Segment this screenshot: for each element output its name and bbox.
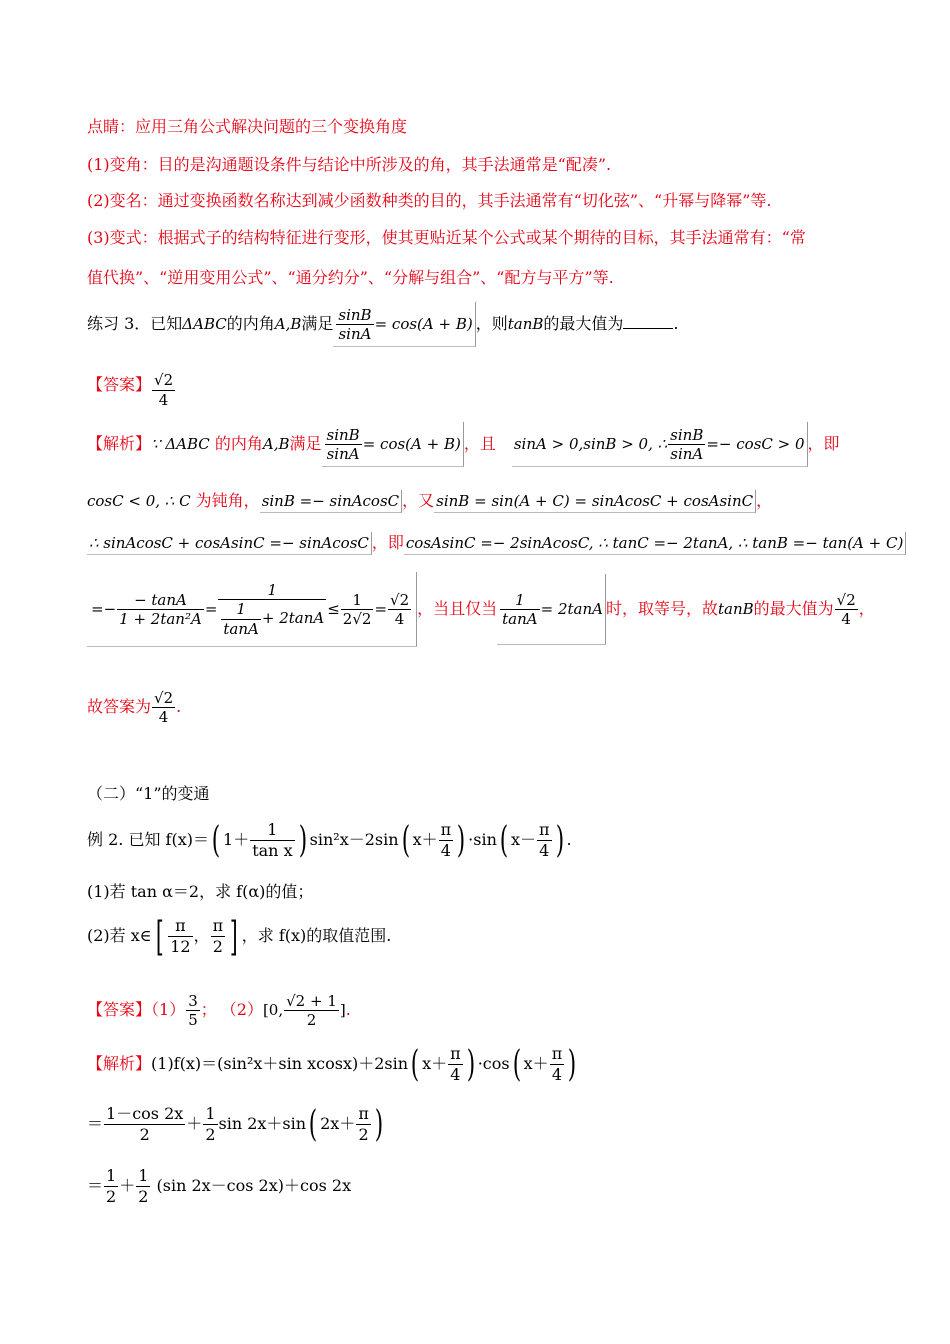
sol2-dot: ·	[477, 1054, 483, 1073]
sol3-ab: A,B	[262, 435, 290, 453]
ex2-sin2: sin	[473, 830, 497, 849]
solution-2-line1: 【解析】(1)f(x)＝(sin²x＋sin xcosx)＋2sin( x＋ $\frac{\pi}{4}$ ) ·cos( x＋ $\frac{\pi}{4}$ )	[87, 1043, 577, 1085]
sol3-l4-n4: √2	[390, 590, 410, 609]
ex3-then: ，则	[475, 314, 508, 333]
ex2-dot: ·	[468, 830, 474, 849]
answer-2-v1-num: 3	[188, 991, 198, 1010]
solution-3-line1	[87, 422, 840, 467]
ex2-mid: sin²x－2sin	[309, 830, 399, 849]
sol3-f1-rhs: = cos(A + B)	[362, 435, 461, 453]
sol3-l4-eq2: =	[204, 600, 218, 618]
sol3-l4-t4: ，	[858, 599, 875, 618]
solution-3-line3	[87, 532, 906, 555]
sol3-because: ∵ ΔABC	[151, 435, 210, 453]
tip-item-1: (1)变角：目的是沟通题设条件与结论中所涉及的角，其手法通常是“配凑”.	[87, 155, 612, 174]
sol2-l2-c: 2x＋	[320, 1114, 356, 1133]
answer-2	[87, 980, 351, 1040]
sol3-l4-d4: 4	[394, 610, 405, 628]
sol2-l2-pi-num: π	[358, 1104, 369, 1124]
sol3-l4-c-den: tanA	[502, 610, 538, 628]
solution-2-line2: ＝ $\frac{1-\cos 2x}{2}$ ＋ $\frac{1}{2}$ sin 2x＋sin( 2x＋ $\frac{\pi}{2}$ )	[87, 1103, 384, 1145]
sol3-l2-a: cosC < 0, ∴ C	[87, 492, 191, 510]
answer-2-p1: （1）	[151, 1000, 186, 1019]
ex2-pi-num-1: π	[440, 820, 452, 840]
sol3-l4-n2: 1	[218, 582, 326, 601]
ex2-q2-a: (2)若 x∈	[87, 926, 152, 945]
sol3-l4-eq: =−	[91, 600, 117, 618]
ex2-q2-b: ，求 f(x)的取值范围.	[241, 926, 392, 945]
ex2-p1a: x＋	[412, 830, 438, 849]
sol3-l4-formula	[87, 572, 417, 647]
section-title: （二）“1”的变通	[87, 784, 210, 803]
sol2-l2-plus: ＋	[186, 1114, 203, 1133]
sol3-l4-n1: − tanA	[117, 592, 204, 611]
sol3-l4-tanb: tanB	[717, 600, 754, 618]
answer-3-den: 4	[152, 390, 175, 409]
sol3-l4-d2a-den: tanA	[223, 619, 259, 638]
sol3-f2-rhs: =− cosC > 0	[706, 435, 805, 453]
sol2-l2-eq: ＝	[87, 1114, 104, 1133]
sol2-l2-num: 1－cos 2x	[106, 1104, 184, 1124]
sol3-l5-end: .	[176, 697, 182, 716]
sol2-l2-h-num: 1	[205, 1104, 216, 1124]
ex2-q2-r-den: 2	[212, 937, 223, 956]
sol3-l4-n3: 1	[341, 592, 374, 611]
answer-2-sep: ；	[200, 1000, 217, 1019]
tip-item-3-line1: (3)变式：根据式子的结构特征进行变形，使其更贴近某个公式或某个期待的目标，其手法通常有：“常	[87, 228, 806, 247]
sol2-pi-num-1: π	[450, 1044, 461, 1064]
ex2-f-num: 1	[250, 821, 294, 841]
sol3-l4-c-num: 1	[500, 592, 539, 611]
sol3-l4-v-num: √2	[836, 590, 856, 609]
sol3-l3-a: ∴ sinAcosC + cosAsinC =− sinAcosC	[87, 532, 372, 555]
sol2-pi-den-1: 4	[450, 1065, 461, 1084]
sol3-l3-c: cosAsinC =− 2sinAcosC, ∴ tanC =− 2tanA, ∴ tanB =− tan(A + C)	[404, 532, 906, 555]
answer-2-v2-num: √2 + 1	[286, 991, 337, 1010]
sol3-l4-v-den: 4	[841, 610, 851, 628]
sol2-pi-den-2: 4	[551, 1065, 563, 1084]
solution-3-line2	[87, 490, 772, 513]
sol3-l4-le: ≤	[327, 600, 340, 618]
ex3-cond-word: 满足	[301, 314, 334, 333]
sol2-pi-num-2: π	[551, 1044, 563, 1064]
sol3-ji: ，即	[807, 434, 840, 453]
ex3-condition-formula	[333, 302, 475, 347]
answer-3-num: √2	[154, 371, 174, 389]
answer-3	[87, 362, 176, 408]
ex2-end: .	[566, 830, 572, 849]
sol2-l3-b-num: 1	[138, 1166, 149, 1186]
answer-2-v2-post: ]	[339, 1001, 346, 1019]
sol3-satisfy: 满足	[289, 434, 322, 453]
sol3-l2-d: ，又	[402, 491, 435, 510]
tip-item-2: (2)变名：通过变换函数名称达到减少函数种类的目的，其手法通常有“切化弦”、“升幂与降幂”等.	[87, 191, 772, 210]
sol3-l4-t2: 时，取等号，故	[605, 599, 718, 618]
sol2-l3-rest: (sin 2x－cos 2x)＋cos 2x	[151, 1176, 352, 1195]
sol3-l5-num: √2	[154, 688, 174, 707]
sol2-l2-pi-den: 2	[358, 1125, 369, 1144]
sol3-l2-b: 为钝角，	[190, 491, 260, 510]
answer-2-label: 【答案】	[87, 1000, 152, 1019]
sol2-l3-a-num: 1	[106, 1166, 117, 1186]
sol3-l2-c: sinB =− sinAcosC	[260, 490, 402, 513]
ex2-q2-l-num: π	[168, 917, 192, 937]
tip-title: 点睛：应用三角公式解决问题的三个变换角度	[87, 117, 408, 136]
ex3-prefix: 练习 3．已知	[87, 314, 183, 333]
ex2-one-plus: 1＋	[223, 830, 250, 849]
ex3-cond-rhs: = cos(A + B)	[374, 315, 473, 333]
example-2: 例 2. 已知 f(x)＝( 1＋ $\frac{1}{\text{tan x}}$ ) sin²x－2sin( x＋ $\frac{\pi}{4}$ ) ·sin( x－ $\frac{\pi}{4}$ ) .	[87, 819, 572, 861]
sol3-l5-a: 故答案为	[87, 697, 152, 716]
sol3-l4-d3: 2√2	[342, 610, 372, 628]
answer-blank	[623, 314, 673, 329]
sol3-formula-1	[322, 422, 464, 467]
sol3-l2-e: sinB = sin(A + C) = sinAcosC + cosAsinC	[434, 490, 756, 513]
sol3-f2-lhs: sinA > 0,sinB > 0, ∴	[513, 435, 668, 453]
exercise-3	[87, 302, 679, 347]
sol2-l3-b-den: 2	[138, 1187, 149, 1206]
ex2-pi-den-1: 4	[440, 841, 451, 860]
sol3-inner: 的内角	[209, 434, 263, 453]
ex3-cond-den: sinA	[338, 325, 372, 343]
solution-label: 【解析】	[87, 434, 152, 453]
answer-2-v2-den: 2	[306, 1011, 317, 1029]
ex3-cond-num: sinB	[338, 305, 372, 324]
ex3-tanb: tanB	[507, 315, 544, 333]
ex2-f-den: tan x	[252, 841, 293, 860]
ex3-angles: A,B	[274, 315, 302, 333]
ex3-mid: 的内角	[226, 314, 275, 333]
ex2-p2a: x－	[510, 830, 536, 849]
sol2-l1-b: x＋	[422, 1054, 448, 1073]
answer-label: 【答案】	[87, 375, 152, 394]
example-2-q1: (1)若 tan α＝2，求 f(α)的值；	[87, 882, 314, 901]
example-2-q2: (2)若 x∈[ $\frac{\pi}{12}$ ， $\frac{\pi}{2}$ ] ，求 f(x)的取值范围.	[87, 913, 392, 960]
sol2-l3-a-den: 2	[106, 1187, 117, 1206]
tip-item-3-line2: 值代换”、“逆用变用公式”、“通分约分”、“分解与组合”、“配方与平方”等.	[87, 268, 614, 287]
sol3-l4-condition	[497, 574, 606, 645]
ex3-end: .	[673, 314, 679, 333]
solution-3-line4	[87, 572, 875, 647]
sol3-f2-num: sinB	[670, 425, 704, 444]
ex2-q2-l-den: 12	[170, 937, 191, 956]
sol2-l3-plus: ＋	[119, 1176, 136, 1195]
ex2-prefix: 例 2. 已知 f(x)＝	[87, 830, 209, 849]
sol2-l1-d: x＋	[523, 1054, 549, 1073]
sol3-l2-f: ，	[756, 491, 773, 510]
sol2-l1-c: cos	[482, 1054, 510, 1073]
sol2-l2-den: 2	[139, 1125, 150, 1144]
answer-2-end: .	[345, 1000, 351, 1019]
sol3-l4-d2b: + 2tanA	[261, 609, 325, 628]
sol3-l4-d1: 1 + 2tan²A	[119, 610, 202, 628]
sol2-l1-a: (1)f(x)＝(sin²x＋sin xcosx)＋2sin	[151, 1054, 409, 1073]
sol3-f2-den: sinA	[670, 445, 704, 463]
sol2-l2-b: sin 2x＋sin	[218, 1114, 307, 1133]
ex2-pi-num-2: π	[538, 820, 550, 840]
answer-2-v1-den: 5	[188, 1011, 198, 1029]
sol3-l5-den: 4	[158, 708, 169, 726]
answer-2-p2: （2）	[228, 1000, 263, 1019]
ex3-tail: 的最大值为	[543, 314, 624, 333]
sol3-l4-t3: 的最大值为	[753, 599, 834, 618]
solution-2-label: 【解析】	[87, 1054, 152, 1073]
sol3-l4-d2a-num: 1	[221, 601, 260, 620]
sol2-l2-h-den: 2	[205, 1125, 216, 1144]
answer-2-v2-pre: [0,	[262, 1001, 284, 1019]
sol3-f1-num: sinB	[326, 425, 360, 444]
sol3-l4-c-rhs: = 2tanA	[540, 600, 603, 618]
ex3-triangle: ΔABC	[182, 315, 227, 333]
ex2-q2-comma: ，	[193, 926, 210, 945]
solution-3-line5	[87, 684, 181, 730]
sol3-l3-b: ，即	[371, 533, 404, 552]
solution-2-line3	[87, 1164, 351, 1208]
sol3-l4-t1: ，当且仅当	[417, 599, 498, 618]
ex2-q2-r-num: π	[212, 916, 224, 936]
sol3-l4-eq3: =	[374, 600, 388, 618]
sol3-formula-2	[512, 422, 808, 467]
sol3-and: ，且	[463, 434, 496, 453]
sol2-l3-eq: ＝	[87, 1176, 104, 1195]
sol3-f1-den: sinA	[326, 445, 360, 463]
ex2-pi-den-2: 4	[539, 841, 550, 860]
